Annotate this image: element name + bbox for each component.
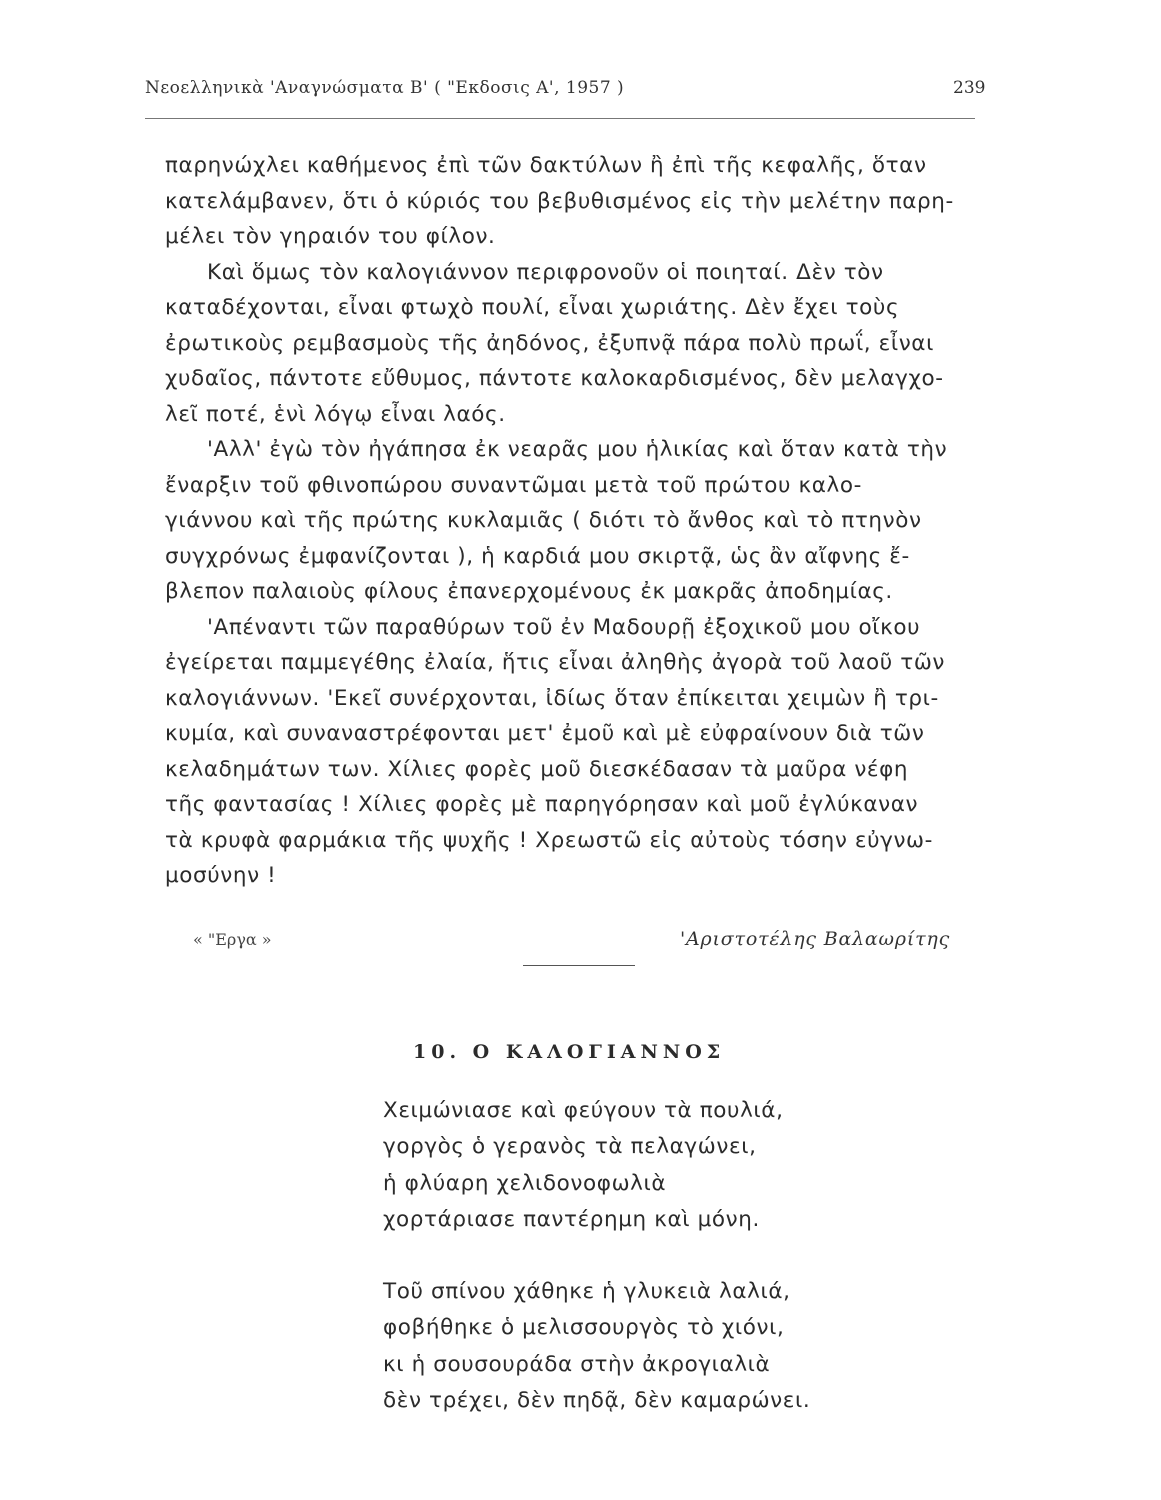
text-line: τῆς φαντασίας ! Χίλιες φορὲς μὲ παρηγόρησαν καὶ μοῦ ἐγλύκαναν <box>165 792 919 817</box>
text-line: λεῖ ποτέ, ἑνὶ λόγῳ εἶναι λαός. <box>165 401 506 427</box>
running-head: Νεοελληνικὰ 'Αναγνώσματα Β' ( "Εκδοσις Α', 1957 ) <box>145 78 625 98</box>
text-line: κατελάμβανεν, ὅτι ὁ κύριός του βεβυθισμένος εἰς τὴν μελέτην παρη- <box>165 188 954 214</box>
text-line: χυδαῖος, πάντοτε εὔθυμος, πάντοτε καλοκαρδισμένος, δὲν μελαγχο- <box>165 366 944 391</box>
text-line: κελαδημάτων των. Χίλιες φορὲς μοῦ διεσκέδασαν τὰ μαῦρα νέφη <box>165 756 909 782</box>
verse-line: γοργὸς ὁ γερανὸς τὰ πελαγώνει, <box>383 1134 757 1160</box>
text-line: γιάννου καὶ τῆς πρώτης κυκλαμιᾶς ( διότι τὸ ἄνθος καὶ τὸ πτηνὸν <box>165 508 922 533</box>
text-line: ἔναρξιν τοῦ φθινοπώρου συναντῶμαι μετὰ τοῦ πρώτου καλο- <box>165 472 862 498</box>
page-number: 239 <box>953 78 986 98</box>
paragraph <box>165 432 1020 610</box>
text-line: 'Απέναντι τῶν παραθύρων τοῦ ἐν Μαδουρῇ ἐξοχικοῦ μου οἴκου <box>207 614 921 640</box>
section-divider <box>523 965 635 966</box>
verse-line: Τοῦ σπίνου χάθηκε ἡ γλυκειὰ λαλιά, <box>383 1279 791 1305</box>
text-line: μοσύνην ! <box>165 863 277 888</box>
attribution <box>0 928 1161 958</box>
prose-body <box>165 148 1020 894</box>
text-line: ἐρωτικοὺς ρεμβασμοὺς τῆς ἀηδόνος, ἐξυπνᾷ πάρα πολὺ πρωΐ, εἶναι <box>165 330 934 356</box>
text-line: τὰ κρυφὰ φαρμάκια τῆς ψυχῆς ! Χρεωστῶ εἰς αὐτοὺς τόσην εὐγνω- <box>165 827 934 853</box>
author-name: 'Αριστοτέλης Βαλαωρίτης <box>680 928 951 950</box>
verse-line: Χειμώνιασε καὶ φεύγουν τὰ πουλιά, <box>383 1098 784 1123</box>
source-title: « "Εργα » <box>193 930 272 949</box>
paragraph <box>165 255 1020 433</box>
header-rule <box>145 118 975 119</box>
text-line: συγχρόνως ἐμφανίζονται ), ἡ καρδιά μου σκιρτᾷ, ὡς ἂν αἴφνης ἔ- <box>165 543 910 569</box>
text-line: 'Αλλ' ἐγὼ τὸν ἠγάπησα ἐκ νεαρᾶς μου ἡλικίας καὶ ὅταν κατὰ τὴν <box>207 437 948 462</box>
verse-line: φοβήθηκε ὁ μελισσουργὸς τὸ χιόνι, <box>383 1315 785 1341</box>
text-line: κυμία, καὶ συναναστρέφονται μετ' ἐμοῦ καὶ μὲ εὐφραίνουν διὰ τῶν <box>165 721 925 746</box>
verse-line: χορτάριασε παντέρημη καὶ μόνη. <box>383 1206 760 1232</box>
text-line: καλογιάννων. 'Εκεῖ συνέρχονται, ἰδίως ὅταν ἐπίκειται χειμὼν ἢ τρι- <box>165 685 939 711</box>
text-line: καταδέχονται, εἶναι φτωχὸ πουλί, εἶναι χωριάτης. Δὲν ἔχει τοὺς <box>165 295 900 320</box>
poem-body <box>383 1093 983 1419</box>
text-line: ἐγείρεται παμμεγέθης ἐλαία, ἥτις εἶναι ἀληθὴς ἀγορὰ τοῦ λαοῦ τῶν <box>165 650 946 675</box>
paragraph <box>165 148 1020 255</box>
stanza <box>383 1093 983 1238</box>
text-line: Καὶ ὅμως τὸν καλογιάννον περιφρονοῦν οἱ ποιηταί. Δὲν τὸν <box>207 259 884 285</box>
verse-line: κι ἡ σουσουράδα στὴν ἀκρογιαλιὰ <box>383 1351 771 1377</box>
text-line: βλεπον παλαιοὺς φίλους ἐπανερχομένους ἐκ μακρᾶς ἀποδημίας. <box>165 579 893 604</box>
text-line: παρηνώχλει καθήμενος ἐπὶ τῶν δακτύλων ἢ ἐπὶ τῆς κεφαλῆς, ὅταν <box>165 153 927 178</box>
text-line: μέλει τὸν γηραιόν του φίλον. <box>165 224 496 249</box>
verse-line: ἡ φλύαρη χελιδονοφωλιὰ <box>383 1170 667 1196</box>
paragraph <box>165 610 1020 894</box>
poem-title: 10. Ο ΚΑΛΟΓΙΑΝΝΟΣ <box>413 1041 726 1063</box>
verse-line: δὲν τρέχει, δὲν πηδᾷ, δὲν καμαρώνει. <box>383 1388 811 1414</box>
stanza <box>383 1274 983 1419</box>
